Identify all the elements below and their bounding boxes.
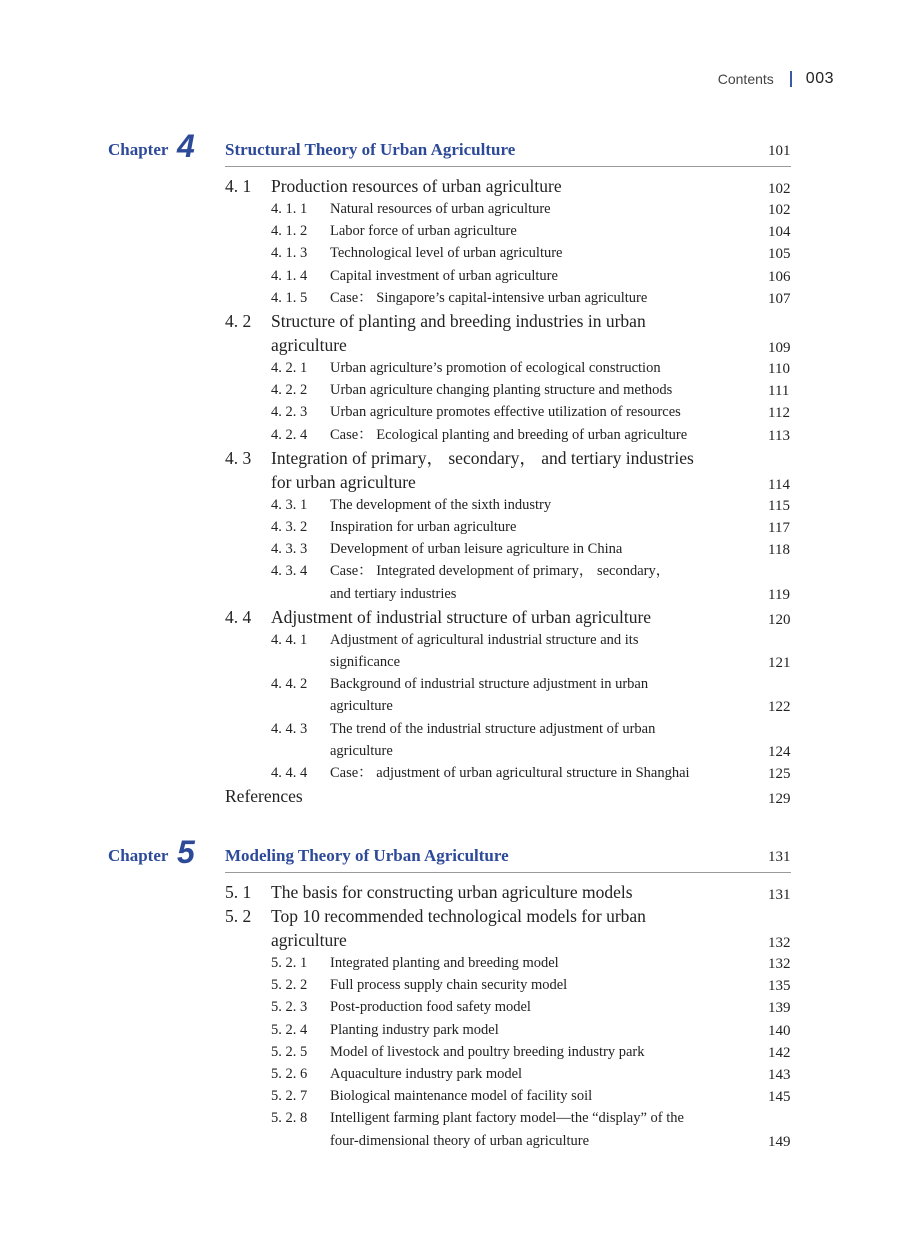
toc-subsection-entry[interactable] [0,538,900,560]
entry-number: 5. 2. 7 [271,1088,308,1105]
entry-number: 4. 1 [225,176,252,196]
toc-subsection-entry[interactable] [0,629,900,673]
entry-number: 4. 3. 4 [271,563,308,580]
chapter-number: 5 [177,834,195,870]
toc-subsection-entry[interactable] [0,952,900,974]
entry-number: 4. 4. 4 [271,765,308,781]
entry-number: 4. 1. 5 [271,289,308,306]
entry-title: The trend of the industrial structure adjustment of urban [330,720,656,737]
entry-title: Urban agriculture changing planting structure and methods [330,382,673,399]
entry-page-number: 102 [768,181,791,197]
entry-title: Model of livestock and poultry breeding industry park [330,1043,645,1060]
entry-number: 5. 2. 3 [271,999,308,1016]
entry-title: Post-production food safety model [330,999,531,1016]
entry-title: Case： Singapore’s capital-intensive urban agriculture [330,289,648,306]
entry-page-number: 114 [768,476,790,493]
entry-title: Background of industrial structure adjustment in urban [330,676,649,693]
toc-subsection-entry[interactable] [0,198,900,220]
entry-number: 4. 2. 1 [271,360,308,376]
entry-page-number: 129 [768,791,791,808]
entry-page-number: 102 [768,202,791,218]
entry-page-number: 139 [768,1000,791,1017]
entry-number: 4. 2 [225,311,252,331]
entry-page-number: 142 [768,1044,791,1061]
entry-title: References [225,786,303,807]
entry-title: Development of urban leisure agriculture in China [330,541,623,558]
chapter-heading[interactable] [0,128,900,168]
entry-page-number: 120 [768,611,791,628]
entry-number: 4. 1. 1 [271,201,308,217]
entry-title: Intelligent farming plant factory model—the “display” of the [330,1110,684,1127]
entry-title: Integration of primary， secondary， and tertiary industries [271,447,694,468]
entry-page-number: 109 [768,340,791,356]
entry-page-number: 119 [768,586,790,603]
entry-title: Case： adjustment of urban agricultural structure in Shanghai [330,765,690,781]
toc-subsection-entry[interactable] [0,357,900,379]
entry-number: 4. 1. 3 [271,245,308,262]
entry-number: 5. 2. 6 [271,1066,308,1082]
toc-section-entry[interactable] [0,174,900,198]
entry-page-number: 140 [768,1022,791,1039]
chapter-4 [0,128,900,808]
chapter-title[interactable]: Modeling Theory of Urban Agriculture [225,846,509,865]
toc-section-entry[interactable] [0,880,900,904]
entry-number: 5. 1 [225,882,252,902]
entry-title: Adjustment of industrial structure of urban agriculture [271,606,652,627]
toc-subsection-entry[interactable] [0,265,900,287]
chapter-page-number: 131 [768,849,791,865]
entry-title: Inspiration for urban agriculture [330,519,517,535]
entry-number: 4. 1. 2 [271,223,308,240]
entry-page-number: 106 [768,268,791,285]
entry-number: 4. 2. 2 [271,382,308,399]
entry-page-number: 118 [768,542,790,559]
toc-subsection-entry[interactable] [0,220,900,242]
entry-number: 4. 4. 3 [271,720,308,737]
toc-subsection-entry[interactable] [0,762,900,784]
entry-number: 5. 2. 1 [271,955,308,971]
entry-number: 4. 4. 2 [271,676,308,693]
entry-title: Adjustment of agricultural industrial structure and its [330,631,639,648]
entry-title: Top 10 recommended technological models for urban [271,906,646,926]
chapter-rule [225,872,791,873]
entry-title: Case： Integrated development of primary， secondary， [330,563,671,580]
toc-subsection-entry[interactable] [0,718,900,762]
entry-title: Integrated planting and breeding model [330,955,559,971]
entry-title: The development of the sixth industry [330,496,552,513]
running-head-page-number: 003 [805,70,834,87]
toc-subsection-entry[interactable] [0,1107,900,1151]
entry-title: Capital investment of urban agriculture [330,267,558,284]
toc-section-entry[interactable] [0,309,900,357]
toc-subsection-entry[interactable] [0,516,900,538]
entry-number: 4. 2. 4 [271,426,308,443]
entry-page-number: 117 [768,520,790,536]
entry-title: agriculture [330,742,393,759]
entry-title: Biological maintenance model of facility soil [330,1088,593,1105]
toc-subsection-entry[interactable] [0,494,900,516]
entry-number: 4. 3. 1 [271,496,308,513]
chapter-page-number: 101 [768,143,791,159]
running-head-label: Contents [717,71,774,87]
entry-number: 4. 4. 1 [271,631,308,648]
entry-number: 5. 2. 5 [271,1043,308,1060]
chapter-5 [0,834,900,1150]
entry-number: 4. 3. 2 [271,519,308,535]
entry-number: 5. 2. 4 [271,1021,308,1038]
entry-title: Urban agriculture’s promotion of ecological construction [330,360,661,376]
toc-subsection-entry[interactable] [0,1085,900,1107]
entry-number: 4. 2. 3 [271,404,308,421]
toc-subsection-entry[interactable] [0,1041,900,1063]
entry-page-number: 131 [768,887,791,903]
running-head-divider [790,71,792,87]
toc-subsection-entry[interactable] [0,379,900,401]
entry-page-number: 135 [768,978,791,995]
entry-title: agriculture [271,335,347,355]
toc-references-entry[interactable] [0,784,900,808]
chapter-heading[interactable] [0,834,900,874]
toc-section-entry[interactable] [0,605,900,629]
entry-title: significance [330,653,401,670]
entry-page-number: 113 [768,427,790,444]
entry-page-number: 149 [768,1133,791,1150]
entry-number: 4. 1. 4 [271,267,308,284]
entry-page-number: 111 [768,383,790,400]
entry-title: agriculture [330,698,393,715]
entry-page-number: 110 [768,361,790,377]
entry-page-number: 105 [768,246,791,263]
toc-subsection-entry[interactable] [0,242,900,264]
chapter-rule [225,166,791,167]
entry-page-number: 143 [768,1067,791,1083]
chapter-word: Chapter [108,846,169,865]
toc-section-entry[interactable] [0,904,900,952]
entry-title: agriculture [271,930,347,950]
toc-subsection-entry[interactable] [0,1063,900,1085]
entry-title: Labor force of urban agriculture [330,223,517,240]
entry-page-number: 122 [768,699,791,716]
entry-page-number: 112 [768,405,790,422]
entry-page-number: 125 [768,766,791,782]
toc-subsection-entry[interactable] [0,1019,900,1041]
entry-title: four-dimensional theory of urban agriculture [330,1132,590,1149]
entry-title: Aquaculture industry park model [330,1066,523,1082]
entry-title: Case： Ecological planting and breeding of urban agriculture [330,426,688,443]
entry-title: Natural resources of urban agriculture [330,201,551,217]
entry-title: Full process supply chain security model [330,977,568,994]
entry-title: The basis for constructing urban agriculture models [271,882,633,902]
toc-section-entry[interactable] [0,446,900,494]
entry-title: Technological level of urban agriculture [330,245,563,262]
entry-page-number: 132 [768,956,791,972]
entry-page-number: 145 [768,1089,791,1106]
toc-subsection-entry[interactable] [0,996,900,1018]
entry-number: 5. 2 [225,906,252,926]
entry-number: 4. 3 [225,447,252,468]
entry-title: and tertiary industries [330,585,457,602]
entry-title: Structure of planting and breeding industries in urban [271,311,646,331]
chapter-number: 4 [177,128,195,164]
toc-subsection-entry[interactable] [0,401,900,423]
entry-page-number: 121 [768,654,791,671]
entry-number: 5. 2. 2 [271,977,308,994]
toc-subsection-entry[interactable] [0,974,900,996]
entry-number: 4. 3. 3 [271,541,308,558]
chapter-title[interactable]: Structural Theory of Urban Agriculture [225,140,516,159]
entry-title: for urban agriculture [271,471,416,492]
entry-title: Urban agriculture promotes effective utilization of resources [330,404,681,421]
entry-page-number: 124 [768,743,791,760]
entry-title: Planting industry park model [330,1021,499,1038]
toc-subsection-entry[interactable] [0,673,900,717]
entry-number: 5. 2. 8 [271,1110,308,1127]
toc-subsection-entry[interactable] [0,560,900,604]
running-head [718,70,834,88]
entry-number: 4. 4 [225,606,252,627]
entry-page-number: 107 [768,290,791,307]
entry-page-number: 104 [768,224,791,241]
toc-subsection-entry[interactable] [0,424,900,446]
entry-title: Production resources of urban agriculture [271,176,562,196]
chapter-word: Chapter [108,140,169,159]
toc-subsection-entry[interactable] [0,287,900,309]
entry-page-number: 132 [768,935,791,951]
entry-page-number: 115 [768,497,790,514]
